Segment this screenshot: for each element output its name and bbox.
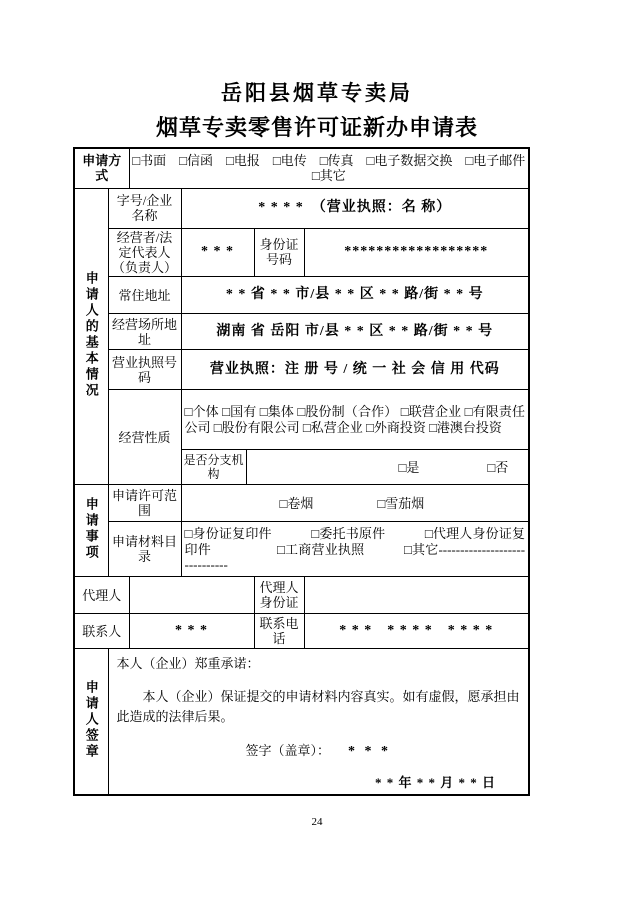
row-business-nature xyxy=(74,390,529,450)
row-apply-method xyxy=(74,148,529,188)
page-number: 24 xyxy=(311,816,323,828)
signature-content-cell xyxy=(108,649,529,795)
company-name-label: 字号/企业名称 xyxy=(108,188,181,228)
sign-value: * * * xyxy=(348,744,392,760)
business-address-value: 湖南 省 岳阳 市/县 * * 区 * * 路/街 * * 号 xyxy=(181,314,529,350)
contact-phone-value: * * * * * * * * * * * xyxy=(304,614,529,649)
materials-label: 申请材料目录 xyxy=(108,522,181,577)
agent-id-label: 代理人身份证 xyxy=(254,577,304,614)
materials-options: □身份证复印件 □委托书原件 □代理人身份证复印件 □工商营业执照 □其它------------------------------ xyxy=(181,522,529,577)
apply-method-label: 申请方式 xyxy=(74,148,129,188)
scope-options-cell xyxy=(181,485,529,522)
license-number-label: 营业执照号码 xyxy=(108,350,181,390)
contact-value: * * * xyxy=(129,614,254,649)
id-number-value: ****************** xyxy=(304,228,529,277)
resident-address-value: * * 省 * * 市/县 * * 区 * * 路/街 * * 号 xyxy=(181,277,529,314)
business-nature-options: □个体 □国有 □集体 □股份制（合作） □联营企业 □有限责任公司 □股份有限公司 □私营企业 □外商投资 □港澳台投资 xyxy=(181,390,529,450)
branch-label: 是否分支机构 xyxy=(181,450,246,485)
row-business-address xyxy=(74,314,529,350)
branch-yes-checkbox: □是 xyxy=(398,459,420,475)
operator-value: * * * xyxy=(181,228,254,277)
contact-label: 联系人 xyxy=(74,614,129,649)
agent-id-value xyxy=(304,577,529,614)
license-number-value: 营业执照：注 册 号 / 统 一 社 会 信 用 代码 xyxy=(181,350,529,390)
agent-value xyxy=(129,577,254,614)
promise-title: 本人（企业）郑重承诺： xyxy=(116,656,260,672)
id-number-label: 身份证号码 xyxy=(254,228,304,277)
apply-method-options: □书面 □信函 □电报 □电传 □传真 □电子数据交换 □电子邮件 □其它 xyxy=(129,148,529,188)
application-form-table xyxy=(73,147,539,796)
agent-label: 代理人 xyxy=(74,577,129,614)
apply-items-section-cell xyxy=(74,485,108,577)
row-license-scope xyxy=(74,485,529,522)
apply-items-section-label: 申请事项 xyxy=(83,497,99,562)
row-license-number xyxy=(74,350,529,390)
org-title: 岳阳县烟草专卖局 xyxy=(221,81,413,105)
contact-phone-label: 联系电话 xyxy=(254,614,304,649)
sign-date: * * 年 * * 月 * * 日 xyxy=(375,775,497,791)
scope-cigar-checkbox: □雪茄烟 xyxy=(377,495,425,511)
company-name-value: * * * * （营业执照：名 称） xyxy=(181,188,529,228)
branch-options-cell xyxy=(246,450,529,485)
basic-info-section-cell xyxy=(74,188,108,485)
form-title: 烟草专卖零售许可证新办申请表 xyxy=(155,115,478,140)
business-address-label: 经营场所地址 xyxy=(108,314,181,350)
sign-line xyxy=(117,743,521,761)
row-materials xyxy=(74,522,529,577)
basic-info-section-label: 申请人的基本情况 xyxy=(83,270,99,399)
signature-section-label: 申请人签章 xyxy=(83,679,99,760)
row-company-name xyxy=(74,188,529,228)
row-agent xyxy=(74,577,529,614)
branch-no-checkbox: □否 xyxy=(487,459,509,475)
signature-section-cell xyxy=(74,649,108,795)
business-nature-label: 经营性质 xyxy=(108,390,181,485)
row-contact xyxy=(74,614,529,649)
resident-address-label: 常住地址 xyxy=(108,277,181,314)
sign-label: 签字（盖章）： xyxy=(245,743,331,759)
row-signature xyxy=(74,649,529,795)
scope-cigarette-checkbox: □卷烟 xyxy=(279,495,314,511)
row-operator xyxy=(74,228,529,277)
promise-body: 本人（企业）保证提交的申请材料内容真实。如有虚假，愿承担由此造成的法律后果。 xyxy=(116,689,520,725)
row-resident-address xyxy=(74,277,529,314)
operator-label: 经营者/法定代表人（负责人） xyxy=(108,228,181,277)
scope-label: 申请许可范围 xyxy=(108,485,181,522)
